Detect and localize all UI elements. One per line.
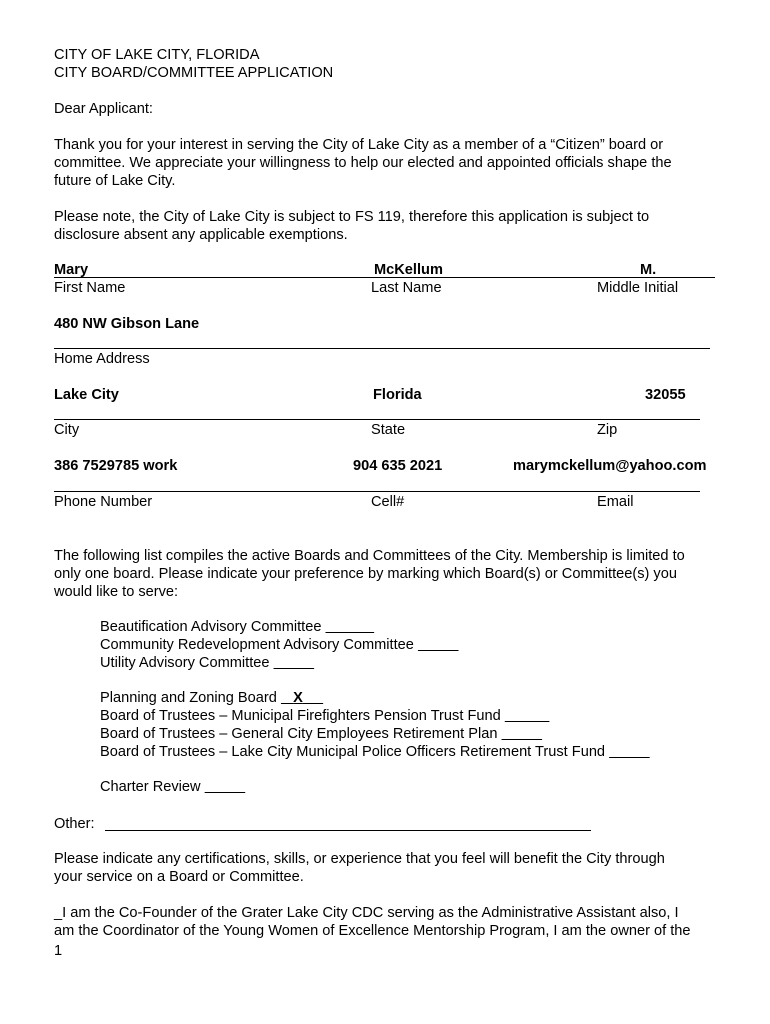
intro-p2-line-1: Please note, the City of Lake City is subject to FS 119, therefore this application is subject to (54, 209, 650, 225)
board-item (100, 618, 374, 636)
phone-value: 386 7529785 work (54, 458, 178, 474)
skills-answer-line-1: _I am the Co-Founder of the Grater Lake City CDC serving as the Administrative Assistant also, I (54, 905, 679, 921)
boards-intro-line-1: The following list compiles the active Boards and Committees of the City. Membership is limited to (54, 548, 685, 564)
email-value: marymckellum@yahoo.com (513, 458, 707, 474)
board-label: Community Redevelopment Advisory Committee (100, 637, 414, 653)
board-label: Board of Trustees – Municipal Firefighters Pension Trust Fund (100, 708, 501, 724)
address-underline (54, 348, 710, 349)
home-address-value: 480 NW Gibson Lane (54, 316, 200, 332)
city-label: City (54, 422, 80, 438)
board-mark[interactable] (609, 744, 650, 760)
skills-answer-line-2: am the Coordinator of the Young Women of Excellence Mentorship Program, I am the owner of the (54, 923, 691, 939)
cell-label: Cell# (371, 494, 405, 510)
city-underline (54, 419, 700, 420)
board-item (100, 636, 459, 654)
board-item (100, 725, 542, 743)
board-label: Beautification Advisory Committee (100, 619, 322, 635)
other-input-line[interactable] (105, 830, 591, 831)
board-label: Board of Trustees – Lake City Municipal Police Officers Retirement Trust Fund (100, 744, 606, 760)
board-label: Planning and Zoning Board (100, 690, 277, 706)
board-label: Charter Review (100, 779, 201, 795)
first-name-label: First Name (54, 280, 126, 296)
skills-prompt-line-2: your service on a Board or Committee. (54, 869, 304, 885)
zip-value: 32055 (645, 387, 686, 403)
board-item (100, 654, 314, 672)
header-line-2: CITY BOARD/COMMITTEE APPLICATION (54, 65, 334, 81)
last-name-label: Last Name (371, 280, 442, 296)
board-label: Board of Trustees – General City Employees Retirement Plan (100, 726, 498, 742)
board-mark[interactable] (502, 726, 543, 742)
last-name-value: McKellum (374, 262, 443, 278)
intro-p1-line-2: committee. We appreciate your willingness to help our elected and appointed officials shape the (54, 155, 672, 171)
page-number: 1 (54, 943, 63, 959)
skills-prompt-line-1: Please indicate any certifications, skills, or experience that you feel will benefit the City through (54, 851, 665, 867)
board-mark[interactable] (505, 708, 550, 724)
board-mark[interactable]: X (293, 690, 303, 706)
other-label: Other: (54, 816, 95, 832)
middle-initial-label: Middle Initial (597, 280, 679, 296)
intro-p2-line-2: disclosure absent any applicable exemptions. (54, 227, 348, 243)
header-line-1: CITY OF LAKE CITY, FLORIDA (54, 47, 260, 63)
board-item (100, 778, 245, 796)
board-item (100, 707, 549, 725)
intro-p1-line-3: future of Lake City. (54, 173, 176, 189)
zip-label: Zip (597, 422, 618, 438)
home-address-label: Home Address (54, 351, 150, 367)
state-label: State (371, 422, 406, 438)
middle-initial-value: M. (640, 262, 657, 278)
city-value: Lake City (54, 387, 119, 403)
intro-p1-line-1: Thank you for your interest in serving the City of Lake City as a member of a “Citizen” board or (54, 137, 664, 153)
board-label: Utility Advisory Committee (100, 655, 270, 671)
board-item (100, 743, 650, 761)
phone-label: Phone Number (54, 494, 153, 510)
name-underline (54, 277, 715, 278)
salutation: Dear Applicant: (54, 101, 153, 117)
email-label: Email (597, 494, 634, 510)
cell-value: 904 635 2021 (353, 458, 443, 474)
first-name-value: Mary (54, 262, 89, 278)
boards-intro-line-2: only one board. Please indicate your preference by marking which Board(s) or Committee(s) you (54, 566, 677, 582)
boards-intro-line-3: would like to serve: (54, 584, 179, 600)
board-mark[interactable] (205, 779, 246, 795)
phone-underline (54, 491, 700, 492)
state-value: Florida (373, 387, 422, 403)
board-mark[interactable] (326, 619, 375, 635)
board-item (100, 689, 323, 707)
board-mark[interactable] (418, 637, 459, 653)
board-mark[interactable] (274, 655, 315, 671)
